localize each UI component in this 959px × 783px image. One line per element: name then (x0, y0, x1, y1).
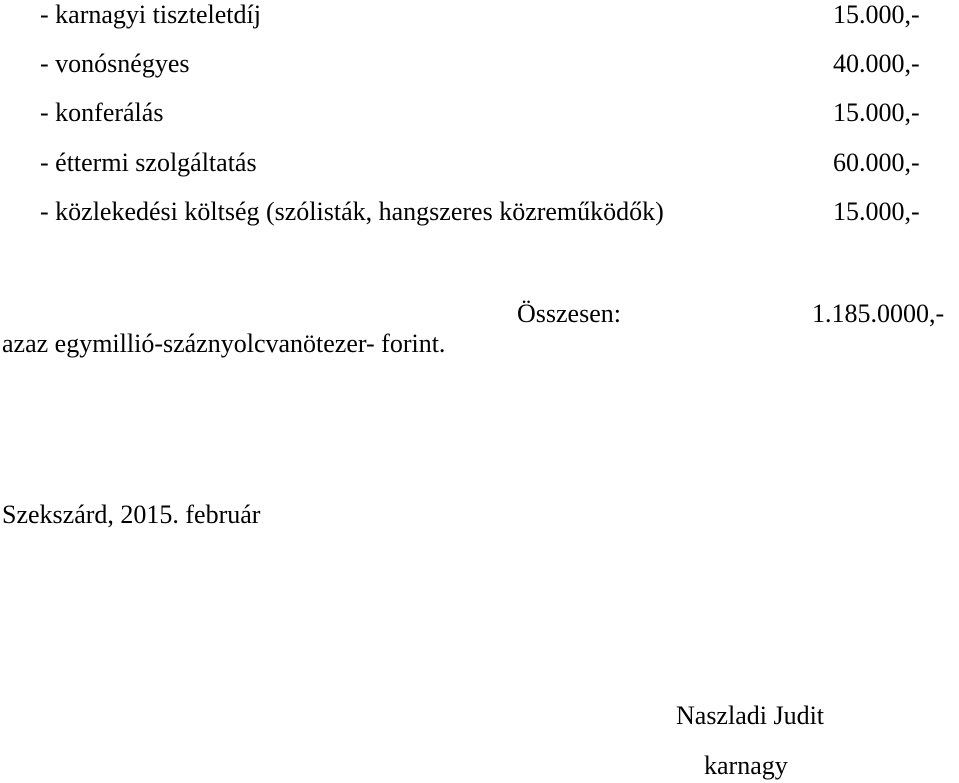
cost-item-amount: 15.000,- (833, 197, 920, 226)
cost-item-label: - karnagyi tiszteletdíj (40, 0, 261, 29)
cost-item-amount: 15.000,- (833, 0, 920, 29)
cost-item-amount: 15.000,- (833, 98, 920, 127)
total-label: Összesen: (517, 299, 621, 328)
amount-in-words: azaz egymillió-száznyolcvanötezer- forint. (2, 329, 446, 358)
cost-item-amount: 60.000,- (833, 148, 920, 177)
cost-item-label: - éttermi szolgáltatás (40, 148, 257, 177)
cost-item-label: - közlekedési költség (szólisták, hangszeres közreműködők) (40, 197, 664, 226)
cost-item-label: - vonósnégyes (40, 49, 190, 78)
signature-title: karnagy (704, 751, 788, 780)
cost-item-label: - konferálás (40, 98, 164, 127)
cost-item-amount: 40.000,- (833, 49, 920, 78)
total-amount: 1.185.0000,- (812, 299, 945, 328)
signature-name: Naszladi Judit (676, 701, 825, 730)
place-date: Szekszárd, 2015. február (2, 500, 261, 529)
